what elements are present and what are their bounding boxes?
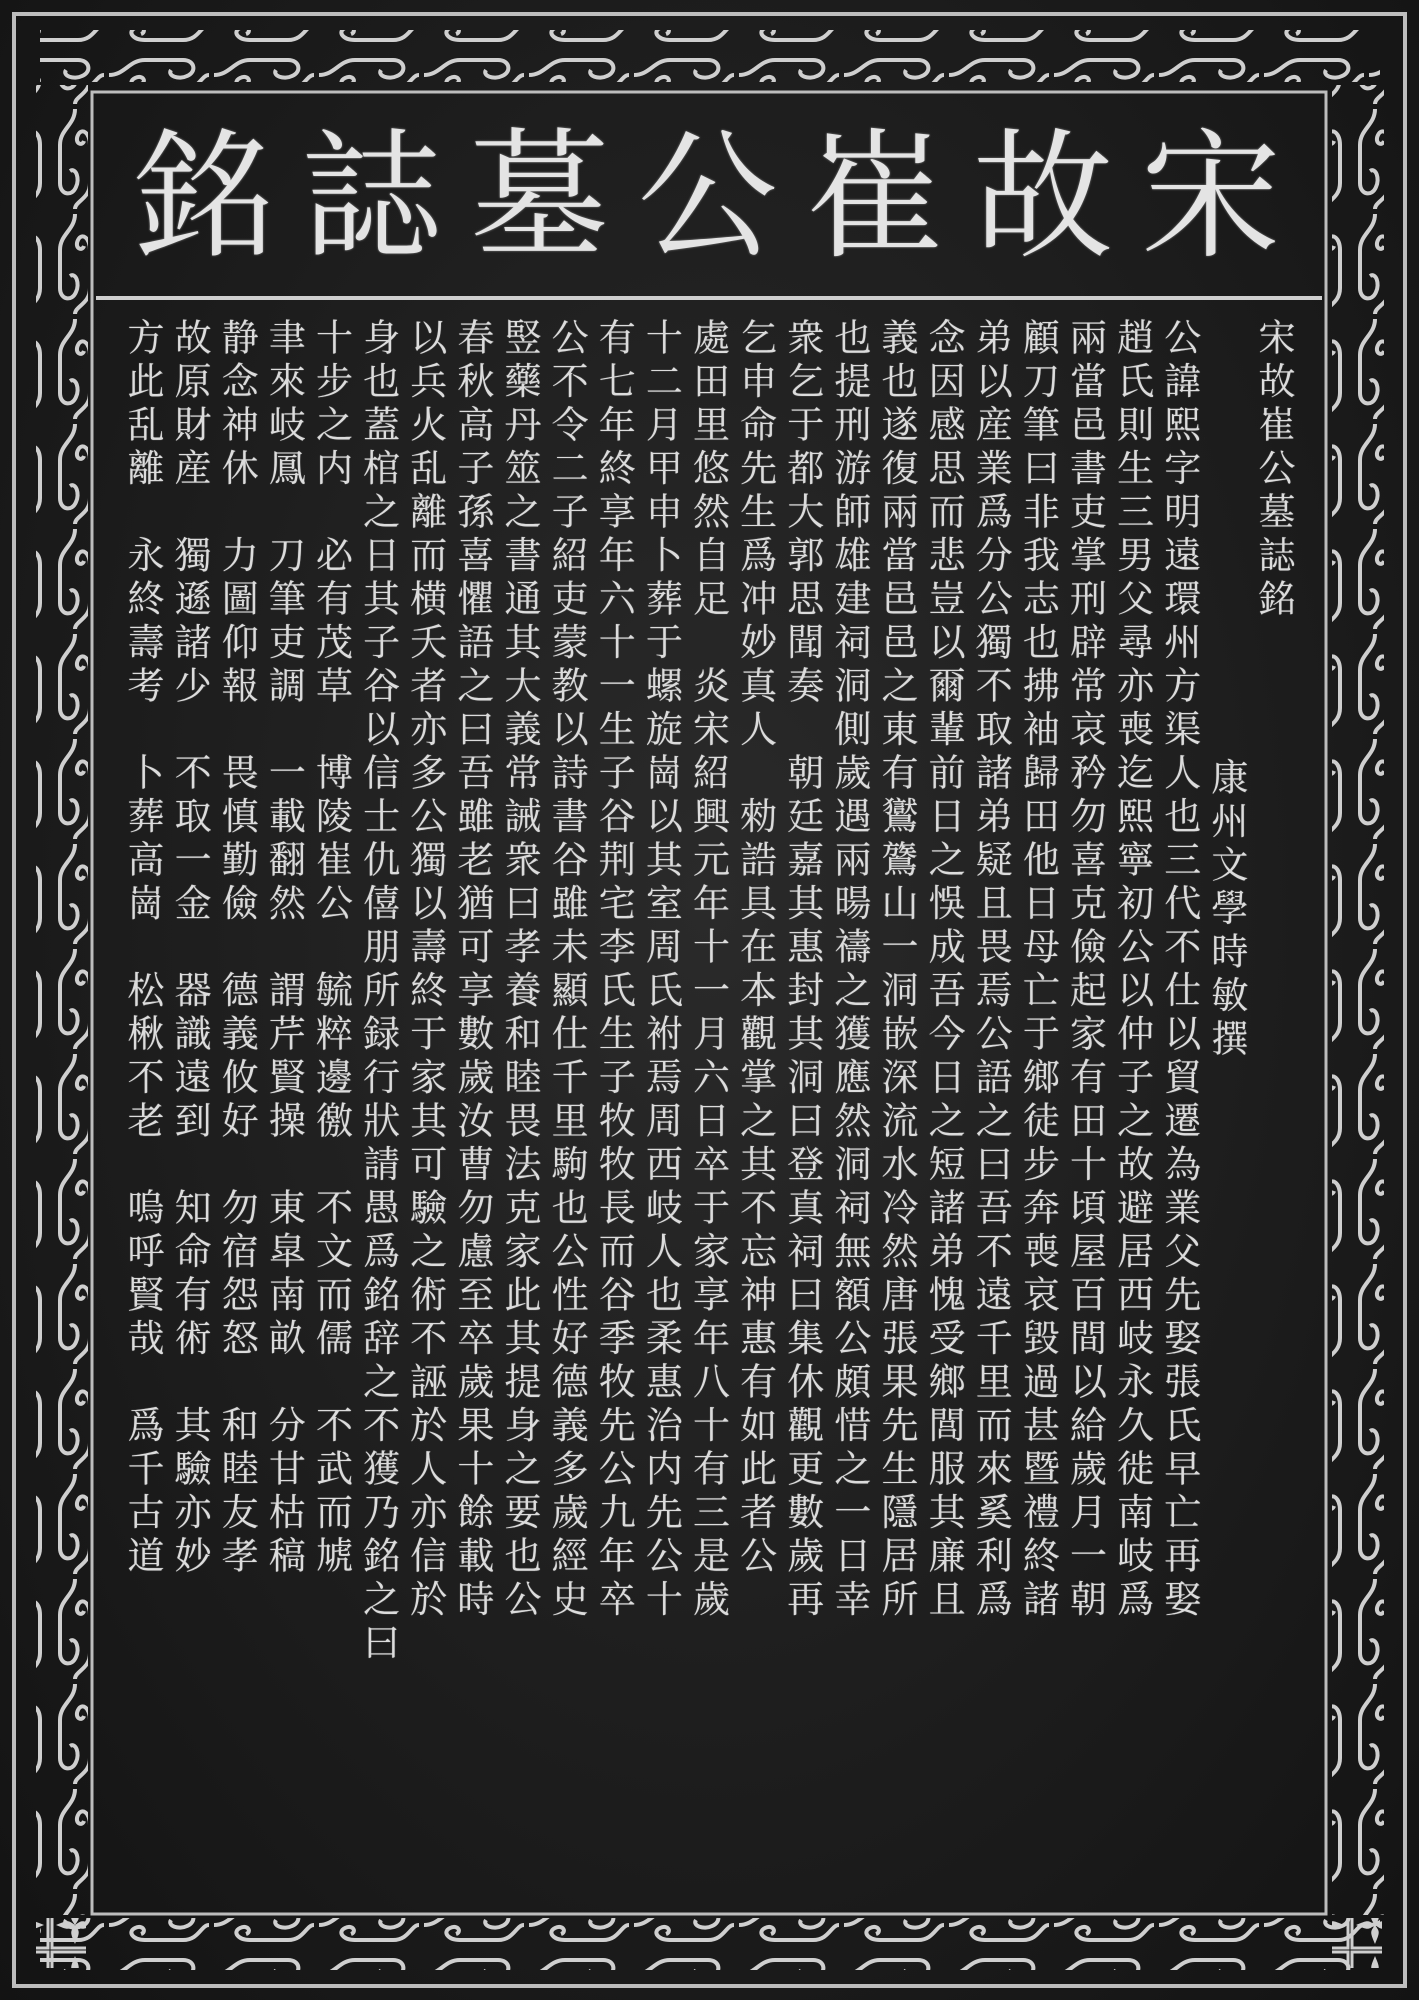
epitaph-body (100, 300, 1315, 1912)
text-column-title: 宋故崔公墓誌銘 (1252, 318, 1295, 623)
text-column: 身也蓋棺之日其子谷以信士仇僖朋所録行狀請愚爲銘辞之不獲乃銘之曰 (356, 318, 400, 1667)
text-column: 乞申命先生爲冲妙真人 勑誥具在本觀掌之其不忘神惠有如此者公 (733, 318, 777, 1580)
text-column: 竪藥丹筮之書通其大義常誡衆曰孝養和睦畏法克家此其提身之要也公 (498, 318, 541, 1623)
text-column: 趙氏則生三男父尋亦喪迄熙寧初公以仲子之故避居西岐永久徙南岐爲 (1110, 318, 1154, 1623)
text-column: 春秋高子孫喜懼語之曰吾雖老猶可享數歲汝曹勿慮至卒歲果十餘載時 (450, 318, 494, 1623)
text-column: 以兵火乱離而横夭者亦多公獨以壽終于家其可驗之術不誣於人亦信於 (403, 318, 447, 1623)
title-band (100, 98, 1315, 298)
inscription-column: 方此乱離 永終壽考 卜葬高崗 松楸不老 嗚呼賢哉 爲千古道 (121, 318, 164, 1580)
text-column: 衆乞于都大郭思聞奏 朝廷嘉其惠封其洞曰登真祠曰集休觀更數歲再 (780, 318, 824, 1623)
text-columns (100, 300, 1315, 1912)
title-char: 公 (637, 116, 778, 279)
inscription-column: 故原財産 獨遜諸少 不取一金 器識遠到 知命有術 其驗亦妙 (168, 318, 212, 1580)
text-column: 有七年終享年六十一生子谷荆宅李氏生子牧牧長而谷季牧先公九年卒 (592, 318, 636, 1623)
text-column-credits (1204, 318, 1248, 1904)
text-column: 公不令二子紹吏蒙教以詩書谷雖未顯仕千里駒也公性好德義多歲經史 (545, 318, 589, 1623)
text-column: 弟以産業爲分公獨不取諸弟疑且畏焉公語之曰吾不遠千里而來奚利爲 (969, 318, 1013, 1623)
text-column: 公諱熙字明遠環州方渠人也三代不仕以貿遷為業父先娶張氏早亡再娶 (1157, 318, 1201, 1623)
text-column: 處田里悠然自足 炎宋紹興元年十一月六日卒于家享年八十有三是歲 (686, 318, 730, 1623)
text-column: 顧刀筆曰非我志也拂袖歸田他日母亡于鄉徒步奔喪哀毀過甚暨禮終諸 (1016, 318, 1060, 1623)
inscription-column: 静念神休 力圖仰報 畏慎勤儉 德義攸好 勿宿怨怒 和睦友孝 (215, 318, 259, 1580)
title-char: 銘 (133, 116, 274, 279)
text-column: 念因感思而悲豈以爾輩前日之悞成吾今日之短諸弟愧受鄉閭服其廉且 (922, 318, 966, 1623)
text-column: 義也遂復兩當邑邑之東有鸑鷟山一洞嵌深流水冷然唐張果先生隱居所 (875, 318, 918, 1623)
inscription-column: 十步之内 必有茂草 博陵崔公 毓粹邊徼 不文而儒 不武而虓 (309, 318, 353, 1580)
title-char: 崔 (805, 116, 946, 279)
title-char: 故 (973, 116, 1114, 279)
inscription-column: 聿來岐鳳 刀筆吏調 一載翻然 謂芹賢操 東皐南畝 分甘枯稿 (262, 318, 306, 1580)
text-column: 十二月甲申卜葬于螺旋崗以其室周氏袝焉周西岐人也柔惠治内先公十 (639, 318, 683, 1623)
text-column: 兩當邑書吏掌刑辟常哀矜勿喜克儉起家有田十頃屋百間以給歲月一朝 (1063, 318, 1107, 1623)
title-char: 誌 (301, 116, 442, 279)
title-char: 宋 (1140, 116, 1281, 279)
text-column: 也提刑游師雄建祠洞側歲遇兩暘禱之獲應然洞祠無額公頗惜之一日幸 (827, 318, 871, 1623)
author-credit: 康州文學時敏撰 (1204, 758, 1248, 1063)
title-char: 墓 (469, 116, 610, 279)
